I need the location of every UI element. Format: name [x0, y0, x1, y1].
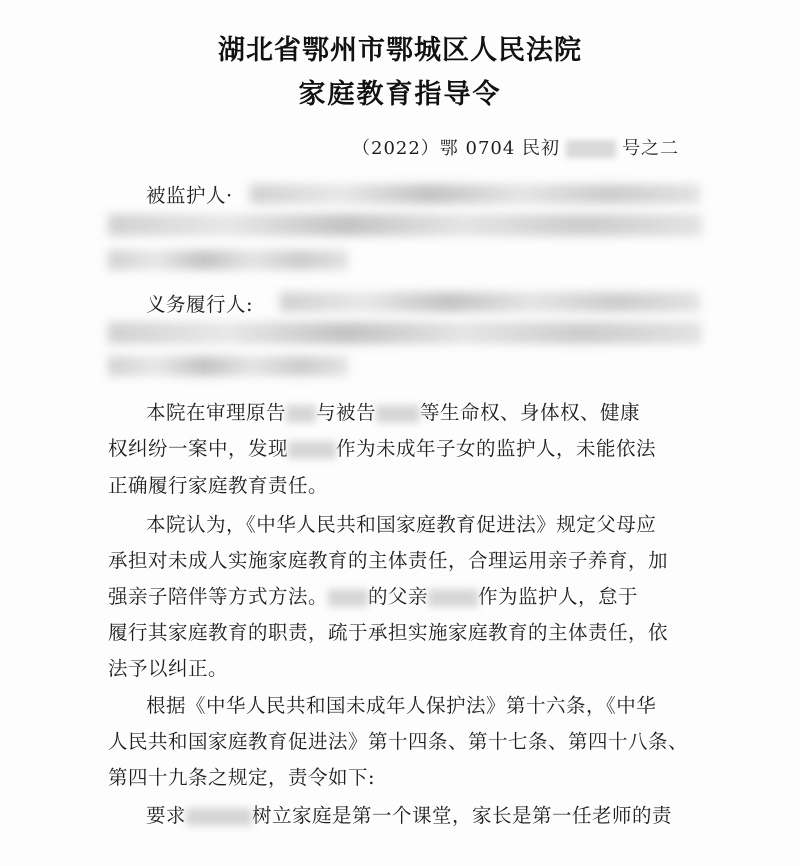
para2-line2: 承担对未成人实施家庭教育的主体责任，合理运用亲子养育，加	[108, 549, 669, 572]
obligor-label: 义务履行人:	[146, 293, 254, 316]
para4-text-a: 要求	[146, 804, 187, 827]
para1-text-e: 作为未成年子女的监护人，未能依法	[336, 437, 657, 460]
redacted-obligor-info-2	[108, 322, 702, 344]
para2-line5: 法予以纠正。	[108, 657, 229, 680]
redacted-obligor-info-1	[280, 292, 700, 312]
court-name-title: 湖北省鄂州市鄂城区人民法院	[218, 35, 582, 66]
para3-line3: 第四十九条之规定，责令如下:	[108, 766, 376, 789]
redacted-ward-info-2	[108, 214, 702, 236]
para1-text-d: 权纠纷一案中，发现	[108, 437, 289, 460]
para2-text-a: 强亲子陪伴等方式方法。	[108, 585, 329, 608]
para2-text-c: 作为监护人，怠于	[478, 585, 639, 608]
redacted-obligor-info-3	[108, 356, 348, 376]
para3-line1: 根据《中华人民共和国未成年人保护法》第十六条，《中华	[146, 694, 657, 717]
redacted-father-name	[428, 589, 478, 607]
para2-line1: 本院认为，《中华人民共和国家庭教育促进法》规定父母应	[146, 513, 657, 536]
para1-line2	[108, 433, 656, 461]
case-number-prefix: （2022）鄂 0704 民初	[352, 138, 561, 159]
case-number	[352, 134, 679, 160]
para1-line1	[146, 397, 640, 425]
redacted-guardian	[288, 441, 336, 459]
para1-text-c: 等生命权、身体权、健康	[420, 401, 641, 424]
redacted-defendant	[376, 405, 420, 423]
para4-line1	[146, 800, 672, 828]
redacted-obligor-name	[186, 808, 252, 826]
ward-label: 被监护人·	[146, 184, 233, 207]
para2-text-b: 的父亲	[368, 585, 429, 608]
para1-text-b: 与被告	[316, 401, 377, 424]
para3-line2: 人民共和国家庭教育促进法》第十四条、第十七条、第四十八条、	[108, 730, 689, 753]
redacted-case-number	[566, 140, 616, 158]
para1-line3: 正确履行家庭教育责任。	[108, 474, 329, 497]
redacted-ward-info-3	[108, 250, 348, 270]
para2-line3	[108, 581, 638, 609]
order-title: 家庭教育指导令	[298, 79, 502, 110]
case-number-suffix: 号之二	[622, 138, 680, 159]
para1-text-a: 本院在审理原告	[146, 401, 287, 424]
para2-line4: 履行其家庭教育的职责，疏于承担实施家庭教育的主体责任，依	[108, 621, 669, 644]
redacted-child-name	[328, 589, 368, 607]
para4-text-b: 树立家庭是第一个课堂，家长是第一任老师的责	[252, 804, 673, 827]
redacted-plaintiff	[286, 405, 316, 423]
redacted-ward-info-1	[250, 184, 700, 204]
